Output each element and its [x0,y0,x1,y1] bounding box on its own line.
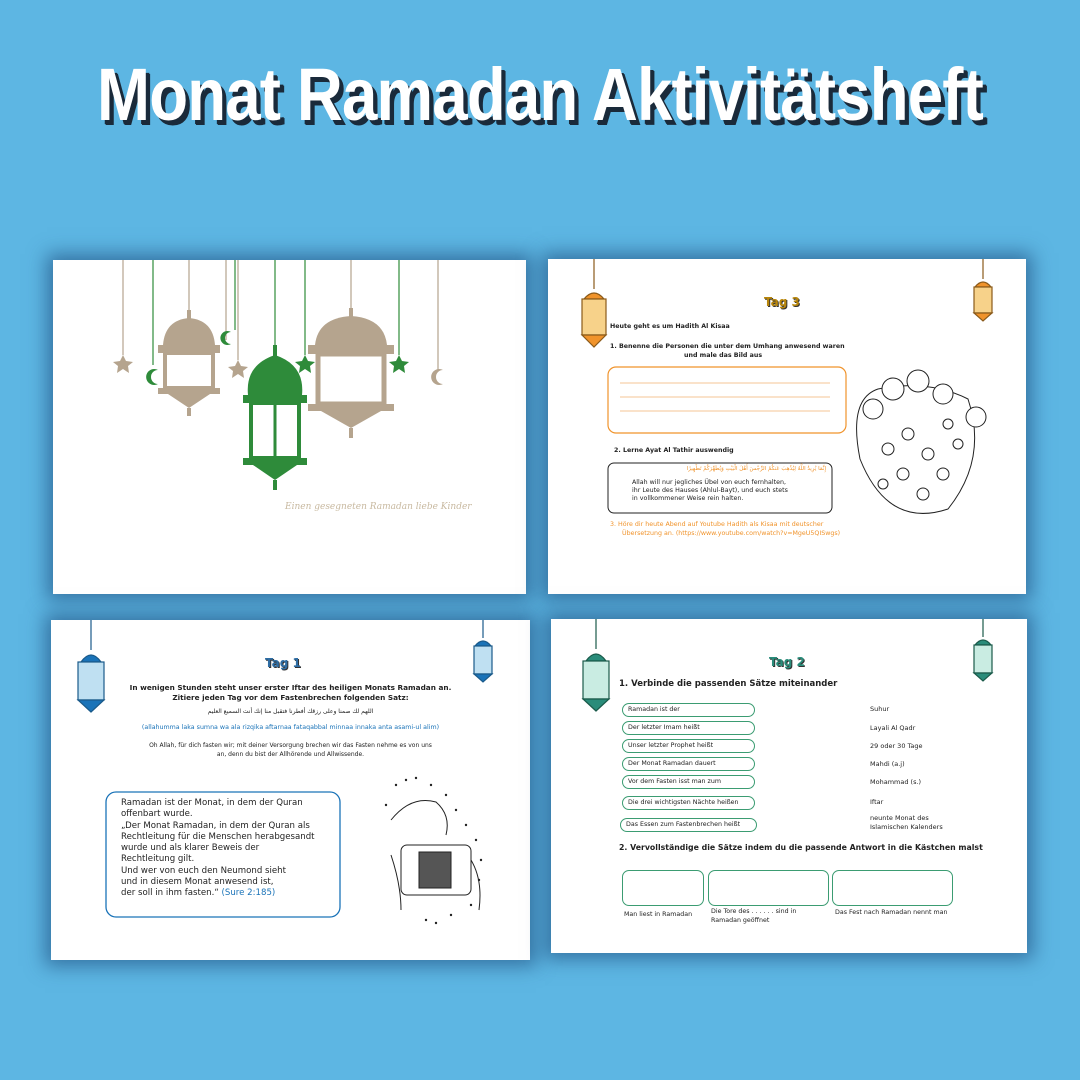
task-1: 1. Benenne die Personen die unter dem Umhang anwesend waren [610,343,845,350]
intro-line-1: In wenigen Stunden steht unser erster Iftar des heiligen Monats Ramadan an. [129,683,452,692]
lantern-illustration [53,260,526,594]
task-1-b: und male das Bild aus [684,352,763,359]
lantern-icon [582,259,606,347]
match-left-item[interactable]: Unser letzter Prophet heißt [622,739,755,753]
task-1: 1. Verbinde die passenden Sätze miteinander [619,679,838,689]
box-label: Das Fest nach Ramadan nennt man [835,909,948,916]
answer-box[interactable] [832,870,953,906]
box-label: Ramadan geöffnet [711,917,770,924]
quran-illustration [391,800,480,910]
lantern-icon [474,620,492,682]
dot-to-dot [385,777,482,924]
worksheet-tag-1 [51,620,530,960]
day-title: Tag 2 [769,655,805,669]
intro-line-2: Zitiere jeden Tag vor dem Fastenbrechen folgenden Satz: [172,693,409,702]
lantern-icon [974,619,992,681]
verse-translation: Allah will nur jegliches Übel von euch fernhalten, ihr Leute des Hauses (Ahlul-Bayt), und euch stets in vollkommener Weise rein halten. [632,479,788,502]
match-right-item: Islamischen Kalenders [870,823,943,831]
cover-caption: Einen gesegneten Ramadan liebe Kinder [285,502,472,512]
meaning-line-2: an, denn du bist der Allhörende und Allwissende. [216,751,365,758]
match-right-item: neunte Monat des [870,814,929,822]
sure-reference: (Sure 2:185) [221,888,276,899]
arabic-dua: اللهم لك صمنا وعلى رزقك أفطرنا فتقبل منا إنك أنت السميع العليم [207,708,374,715]
match-right-item: Mohammad (s.) [870,778,922,786]
match-right-item: Suhur [870,705,890,713]
match-left-item[interactable]: Der letzter Imam heißt [622,721,755,735]
page-title: Monat Ramadan Aktivitätsheft [97,53,983,136]
lantern-icon [974,259,992,321]
match-right-item: Mahdi (a.j) [870,760,905,768]
match-left-item[interactable]: Die drei wichtigsten Nächte heißen [622,796,755,810]
answer-box[interactable] [708,870,829,906]
box-label: Die Tore des . . . . . . sind in [711,908,797,915]
task-3-link[interactable]: Übersetzung an. (https://www.youtube.com/watch?v=MgeU5QISwgs) [622,530,841,537]
meaning-line-1: Oh Allah, für dich fasten wir; mit deiner Versorgung brechen wir das Fasten nehme es von uns [149,742,432,749]
transliteration: (allahumma laka sumna wa ala rizqika aftarnaa fataqabbal minnaa innaka anta asami-ul alim) [141,724,440,731]
match-right-item: Iftar [870,798,884,806]
worksheet-tag-3 [548,259,1026,594]
quote-box: Ramadan ist der Monat, in dem der Quran offenbart wurde. „Der Monat Ramadan, in dem der Quran als Rechtleitung für die Menschen herabgesandt wurde und als klarer Beweis der Rechtleitung gilt. Und wer von euch den Neumond sieht und in diesem Monat anwesend ist, der soll in ihm fasten.“ (Sure 2:185) [121,798,315,899]
match-right-item: Layali Al Qadr [870,724,916,732]
intro-text: Heute geht es um Hadith Al Kisaa [610,323,730,330]
day-title: Tag 1 [265,656,301,670]
match-left-item[interactable]: Vor dem Fasten isst man zum [622,775,755,789]
task-3: 3. Höre dir heute Abend auf Youtube Hadith als Kisaa mit deutscher [610,521,824,528]
worksheet-tag-2 [551,619,1027,953]
match-right-item: 29 oder 30 Tage [870,742,923,750]
box-label: Man liest in Ramadan [624,911,693,918]
task-2: 2. Vervollständige die Sätze indem du die passende Antwort in die Kästchen malst [619,843,983,852]
answer-box[interactable] [622,870,704,906]
match-left-item[interactable]: Der Monat Ramadan dauert [622,757,755,771]
arabic-verse: إِنَّمَا يُرِيدُ اللَّهُ لِيُذْهِبَ عَنكُمُ الرِّجْسَ أَهْلَ الْبَيْتِ وَيُطَهِّرَكُمْ تَطْهِيرًا [686,466,826,472]
match-left-item[interactable]: Das Essen zum Fastenbrechen heißt [620,818,757,832]
worksheet-cover [53,260,526,594]
match-left-item[interactable]: Ramadan ist der [622,703,755,717]
task-2: 2. Lerne Ayat Al Tathir auswendig [614,447,734,454]
cloak-illustration [857,370,986,513]
day-title: Tag 3 [764,295,800,309]
lantern-icon [583,619,609,711]
